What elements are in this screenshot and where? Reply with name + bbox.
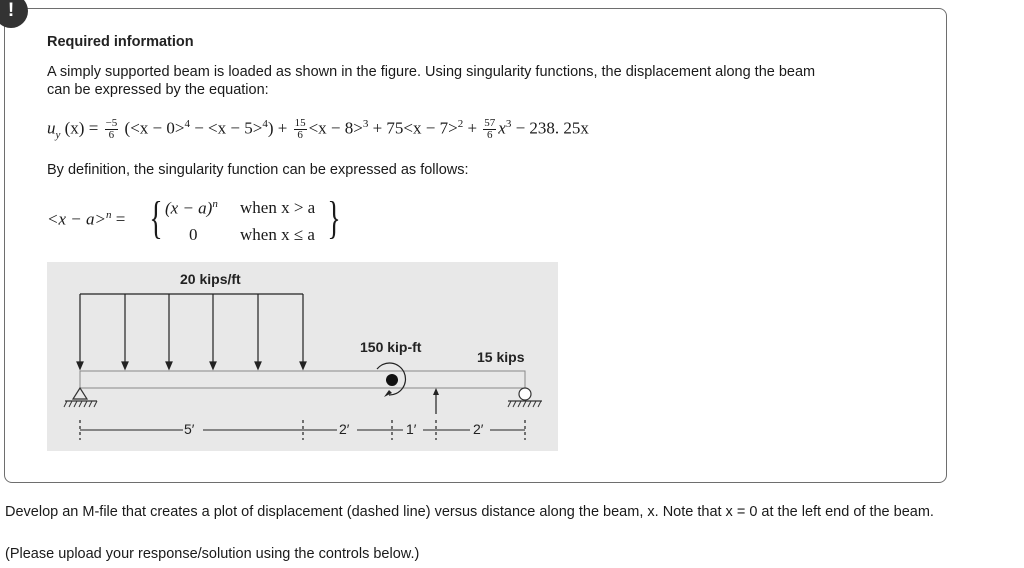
case1-exp: n (212, 198, 218, 210)
eq-part: + (463, 118, 482, 138)
beam-figure (47, 262, 558, 451)
eq-part: (<x − 0> (124, 118, 185, 138)
upload-note: (Please upload your response/solution using the controls below.) (5, 546, 420, 562)
eq-exp: 4 (262, 118, 268, 130)
distributed-load-label: 20 kips/ft (180, 271, 241, 287)
dim-label-1: 5′ (184, 421, 195, 437)
eq-part: x (498, 118, 506, 138)
eq-part: + 75<x − 7> (368, 118, 458, 138)
right-brace: } (327, 192, 341, 243)
frac-den: 6 (108, 129, 115, 142)
dim-label-3: 1′ (406, 421, 417, 437)
dim-label-4: 2′ (473, 421, 484, 437)
point-load-label: 15 kips (477, 349, 525, 365)
frac-den: 6 (297, 129, 303, 142)
case1-expr: (x − a) (165, 198, 213, 218)
eq-exp: 3 (505, 118, 512, 130)
eq-arg: (x) = (60, 118, 103, 138)
case1-condition: when x > a (240, 198, 316, 217)
intro-paragraph (47, 63, 815, 99)
moment-label: 150 kip-ft (360, 339, 422, 355)
fraction-3 (483, 118, 496, 141)
case2-expr: 0 (189, 225, 198, 244)
def-exp: n (105, 209, 112, 221)
intro-line-1: A simply supported beam is loaded as shown in the figure. Using singularity functions, the displacement along the beam (47, 64, 816, 80)
eq-lhs-sub: y (55, 129, 61, 142)
frac-num: 57 (484, 117, 496, 130)
eq-part: ) + (267, 118, 292, 138)
section-title: Required information (47, 34, 194, 50)
task-text: Develop an M-file that creates a plot of displacement (dashed line) versus distance along the beam, x. Note that x = 0 at the left end of the beam. (5, 504, 934, 520)
eq-part: − 238. 25x (511, 118, 589, 138)
eq-exp: 4 (184, 118, 190, 130)
fraction-2 (294, 118, 307, 141)
frac-den: 6 (487, 129, 493, 142)
fraction-1 (105, 118, 119, 141)
eq-part: <x − 8> (308, 118, 363, 138)
definition-text: By definition, the singularity function can be expressed as follows: (47, 162, 469, 178)
eq-lhs: u (47, 118, 56, 138)
eq-exp: 2 (457, 118, 464, 130)
displacement-equation (47, 118, 589, 141)
intro-line-2: can be expressed by the equation: (47, 82, 269, 98)
eq-part: − <x − 5> (189, 118, 263, 138)
def-equals: = (111, 209, 126, 229)
dim-label-2: 2′ (339, 421, 350, 437)
eq-exp: 3 (362, 118, 369, 130)
frac-num: −5 (105, 117, 118, 130)
left-brace: { (149, 192, 163, 243)
alert-icon: ! (0, 0, 28, 28)
def-lhs: <x − a> (47, 209, 106, 229)
case2-condition: when x ≤ a (240, 225, 315, 244)
frac-num: 15 (294, 117, 306, 130)
